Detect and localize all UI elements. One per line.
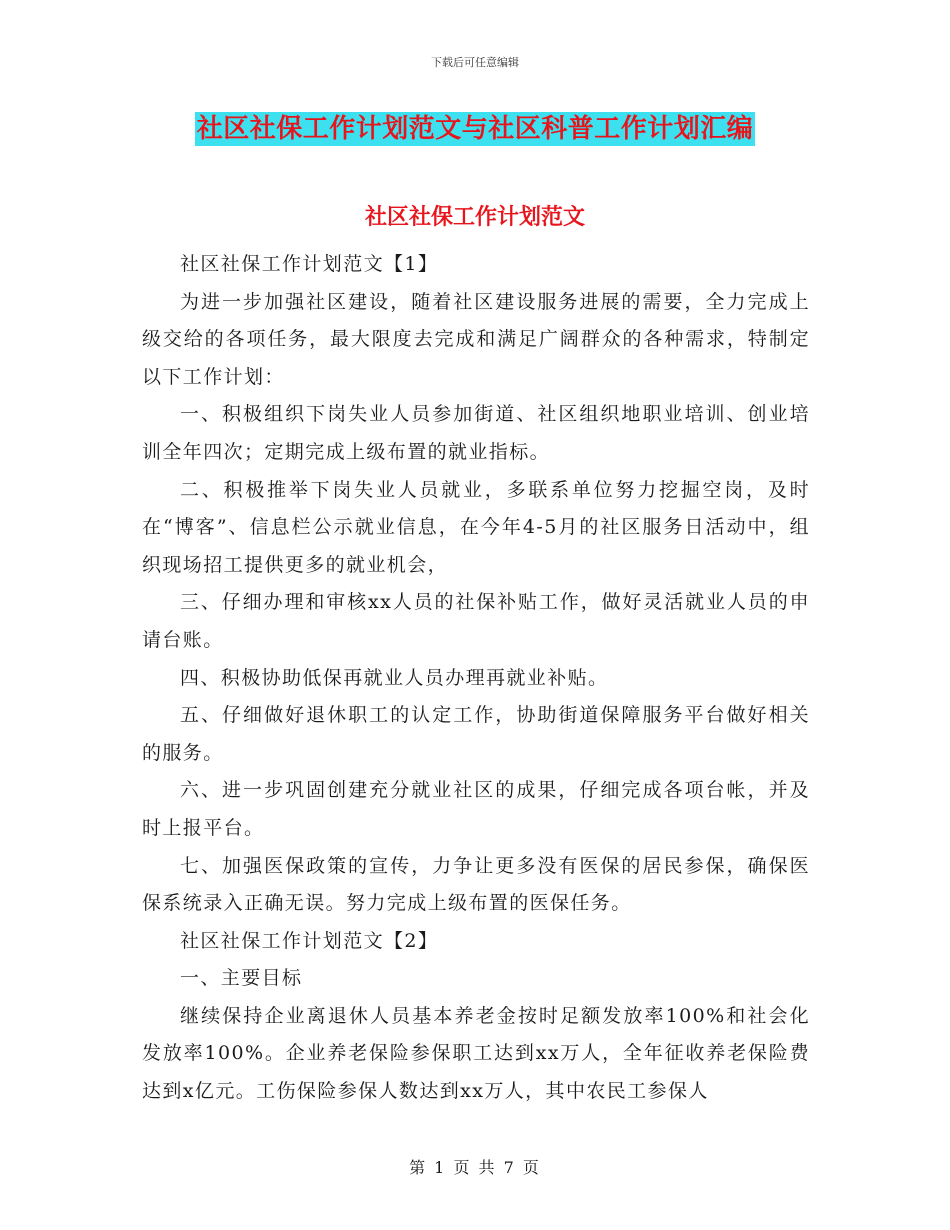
- paragraph: 一、积极组织下岗失业人员参加街道、社区组织地职业培训、创业培训全年四次；定期完成上级布置的就业指标。: [142, 403, 810, 463]
- section-title: 社区社保工作计划范文: [364, 204, 585, 230]
- header-note: 下载后可任意编辑: [431, 56, 519, 69]
- paragraph: 继续保持企业离退休人员基本养老金按时足额发放率100%和社会化发放率100%。企业养老保险参保职工达到xx万人，全年征收养老保险费达到x亿元。工伤保险参保人数达到xx万人，其中农民工参保人: [142, 1004, 810, 1103]
- paragraph: 四、积极协助低保再就业人员办理再就业补贴。: [180, 666, 609, 689]
- document-body: [142, 246, 810, 1111]
- paragraph: 一、主要目标: [180, 967, 303, 990]
- document-title-text: 社区社保工作计划范文与社区科普工作计划汇编: [196, 114, 754, 144]
- page-footer: 第 1 页 共 7 页: [409, 1158, 541, 1177]
- paragraph: 为进一步加强社区建设，随着社区建设服务进展的需要，全力完成上级交给的各项任务，最大限度去完成和满足广阔群众的各种需求，特制定以下工作计划：: [142, 290, 810, 388]
- paragraph: 三、仔细办理和审核xx人员的社保补贴工作，做好灵活就业人员的申请台账。: [142, 591, 810, 651]
- paragraph: 七、加强医保政策的宣传，力争让更多没有医保的居民参保，确保医保系统录入正确无误。努力完成上级布置的医保任务。: [142, 854, 810, 915]
- paragraph: 五、仔细做好退休职工的认定工作，协助街道保障服务平台做好相关的服务。: [142, 704, 810, 764]
- document-title: [0, 112, 950, 146]
- paragraph: 社区社保工作计划范文【1】: [180, 253, 439, 275]
- paragraph: 六、进一步巩固创建充分就业社区的成果，仔细完成各项台帐，并及时上报平台。: [142, 779, 810, 839]
- paragraph: 二、积极推举下岗失业人员就业，多联系单位努力挖掘空岗，及时在“博客”、信息栏公示就业信息，在今年4-5月的社区服务日活动中，组织现场招工提供更多的就业机会，: [142, 478, 810, 576]
- paragraph: 社区社保工作计划范文【2】: [180, 929, 439, 952]
